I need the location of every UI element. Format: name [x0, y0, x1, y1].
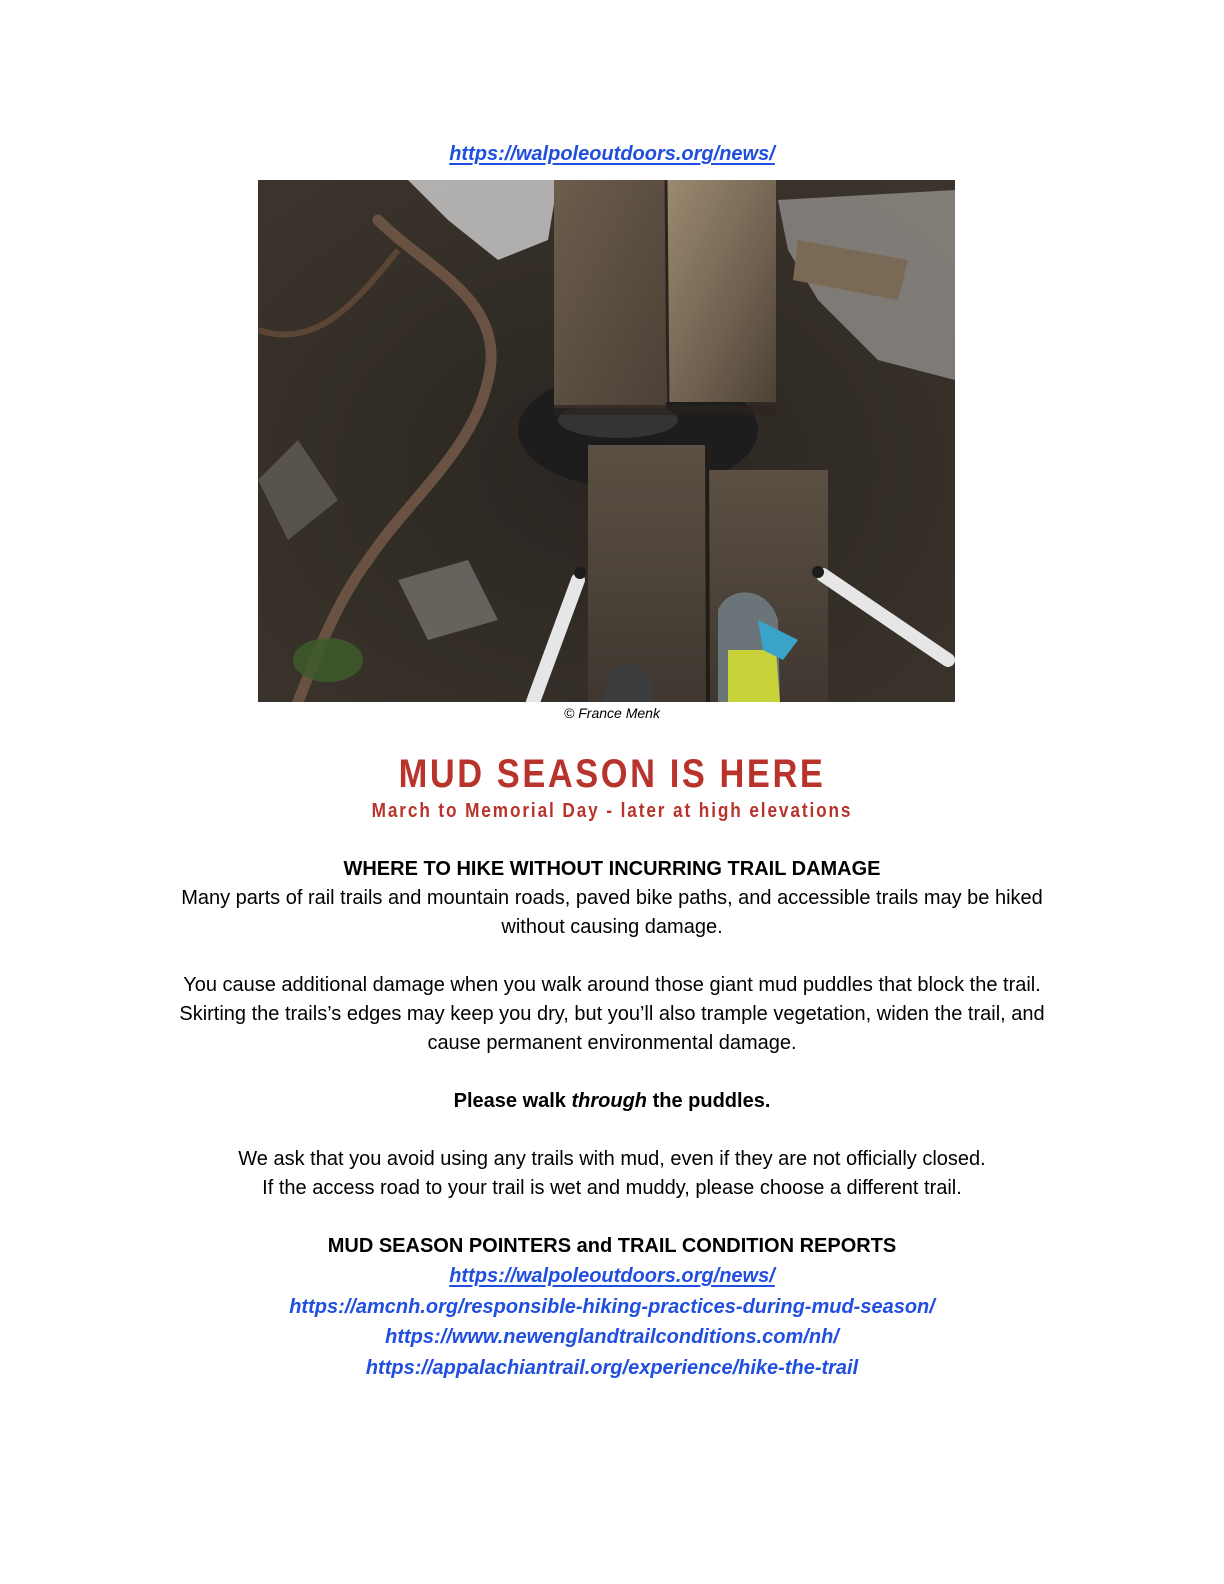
section1-text: Many parts of rail trails and mountain roads, paved bike paths, and accessible trails may be hiked without causing damage. [181, 887, 1043, 938]
paragraph-damage: You cause additional damage when you walk around those giant mud puddles that block the trail. Skirting the trails’s edges may keep you dry, but you’ll also trample vegetation, widen the trail, and cause permanent environmental damage. [179, 974, 1045, 1054]
paragraph-avoid-line2: If the access road to your trail is wet and muddy, please choose a different trail. [262, 1177, 962, 1199]
resource-link-appalachian[interactable]: https://appalachiantrail.org/experience/hike-the-trail [365, 1356, 859, 1379]
please-emphasis: through [571, 1090, 648, 1112]
paragraph-avoid-line1: We ask that you avoid using any trails with mud, even if they are not officially closed. [238, 1148, 986, 1170]
body-content [150, 855, 1074, 1383]
resource-link-item [150, 1322, 1074, 1353]
spacer [150, 1116, 1074, 1145]
resource-link-item [150, 1292, 1074, 1323]
subheadline: March to Memorial Day - later at high elevations [371, 800, 853, 822]
photo-caption: © France Menk [564, 705, 660, 721]
walpole-news-link[interactable]: https://walpoleoutdoors.org/news/ [449, 143, 775, 165]
section2-heading: MUD SEASON POINTERS and TRAIL CONDITION REPORTS [327, 1235, 897, 1257]
resource-link-netc[interactable]: https://www.newenglandtrailconditions.com/nh/ [385, 1326, 839, 1348]
top-link-line [0, 143, 1224, 166]
please-before: Please walk [453, 1090, 572, 1112]
resource-link-item [150, 1261, 1074, 1292]
spacer [150, 1058, 1074, 1087]
resource-link-walpole[interactable]: https://walpoleoutdoors.org/news/ [449, 1265, 775, 1287]
spacer [150, 1203, 1074, 1232]
spacer [150, 942, 1074, 971]
headline: MUD SEASON IS HERE [398, 752, 826, 796]
resource-links [150, 1261, 1074, 1383]
please-after: the puddles. [647, 1090, 771, 1112]
please-walk-through [150, 1087, 1074, 1116]
resource-link-item [150, 1353, 1074, 1384]
trail-photo [258, 180, 955, 702]
resource-link-amcnh[interactable]: https://amcnh.org/responsible-hiking-practices-during-mud-season/ [289, 1295, 935, 1318]
section1-heading: WHERE TO HIKE WITHOUT INCURRING TRAIL DAMAGE [343, 858, 881, 880]
